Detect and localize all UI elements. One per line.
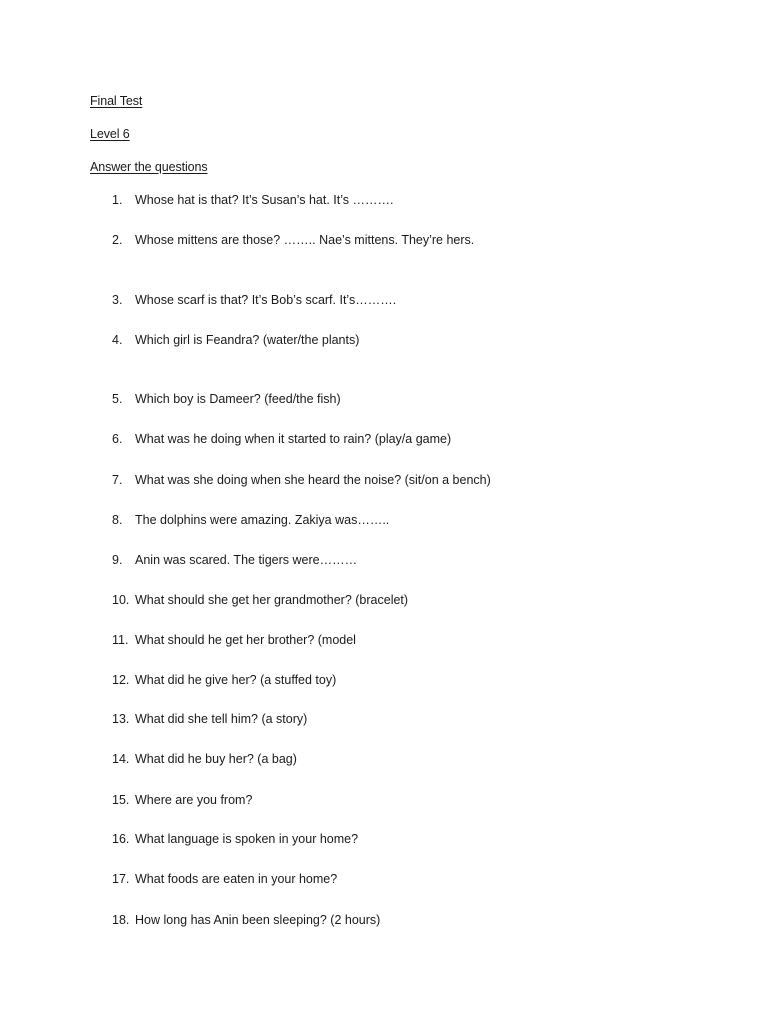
question-item [112,671,336,689]
question-number: 15. [112,793,130,807]
question-text: Which boy is Dameer? (feed/the fish) [135,392,341,406]
question-item [112,911,380,929]
question-item [112,430,451,448]
question-item [112,551,357,569]
question-text: Whose mittens are those? …….. Nae’s mittens. They’re hers. [135,233,475,247]
question-number: 8. [112,513,123,527]
question-number: 1. [112,193,123,207]
question-item [112,750,297,768]
question-item [112,471,491,489]
question-text: Whose hat is that? It’s Susan’s hat. It’s ………. [135,193,394,207]
question-text: The dolphins were amazing. Zakiya was…….. [135,513,390,527]
question-item [112,511,389,529]
question-number: 12. [112,673,130,687]
question-text: Where are you from? [135,793,253,807]
question-number: 4. [112,333,123,347]
question-text: Which girl is Feandra? (water/the plants) [135,333,360,347]
question-number: 18. [112,913,130,927]
question-text: What should he get her brother? (model [135,633,356,647]
question-text: What was he doing when it started to rain? (play/a game) [135,432,452,446]
question-number: 14. [112,752,130,766]
question-item [112,331,359,349]
question-item [112,191,393,209]
question-text: What did she tell him? (a story) [135,712,308,726]
question-number: 10. [112,593,130,607]
question-item [112,870,337,888]
question-text: How long has Anin been sleeping? (2 hours) [135,913,381,927]
document-title: Final Test [90,94,143,108]
instruction-label: Answer the questions [90,160,208,174]
question-text: What did he buy her? (a bag) [135,752,297,766]
question-number: 2. [112,233,123,247]
question-text: What did he give her? (a stuffed toy) [135,673,337,687]
question-item [112,830,358,848]
question-text: Anin was scared. The tigers were……… [135,553,358,567]
question-text: What should she get her grandmother? (bracelet) [135,593,409,607]
question-number: 6. [112,432,123,446]
question-text: What was she doing when she heard the noise? (sit/on a bench) [135,473,491,487]
question-item [112,291,396,309]
question-item [112,591,408,609]
level-label: Level 6 [90,127,130,141]
question-number: 5. [112,392,123,406]
question-number: 13. [112,712,130,726]
question-text: What foods are eaten in your home? [135,872,338,886]
question-number: 16. [112,832,130,846]
question-text: What language is spoken in your home? [135,832,359,846]
question-number: 11. [112,633,129,647]
question-item [112,390,341,408]
question-number: 7. [112,473,123,487]
question-number: 9. [112,553,123,567]
question-text: Whose scarf is that? It’s Bob’s scarf. It’s………. [135,293,397,307]
question-item [112,631,356,649]
question-item [112,710,307,728]
question-item [112,791,252,809]
question-number: 17. [112,872,130,886]
question-number: 3. [112,293,123,307]
question-item [112,231,474,249]
